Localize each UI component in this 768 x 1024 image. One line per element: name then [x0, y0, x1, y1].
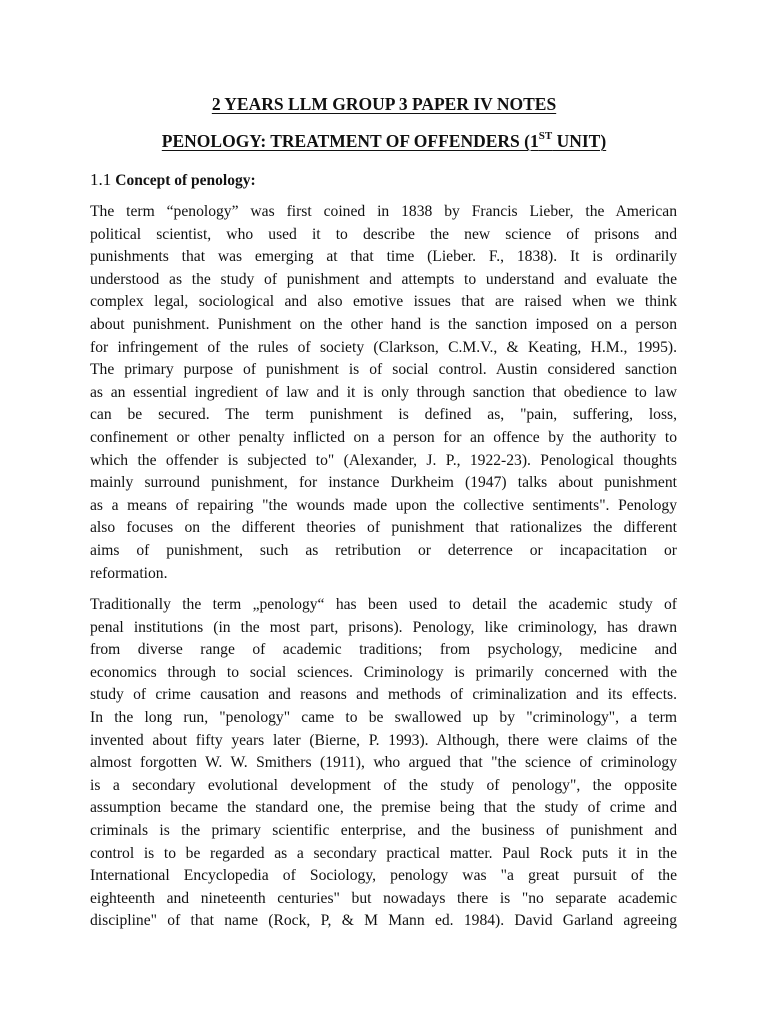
text-line: from diverse range of academic traditions; from psychology, medicine and — [90, 641, 677, 659]
text-line: as an essential ingredient of law and it is only through sanction that obedience to law — [90, 383, 677, 401]
text-line: also focuses on the different theories of punishment that rationalizes the different — [90, 519, 677, 537]
text-line: The term “penology” was first coined in 1838 by Francis Lieber, the American — [90, 203, 677, 220]
paragraph-2 — [90, 594, 677, 933]
text-line: In the long run, "penology" came to be swallowed up by "criminology", a term — [90, 708, 677, 726]
section-number: 1.1 — [90, 170, 112, 189]
text-line: mainly surround punishment, for instance Durkheim (1947) talks about punishment — [90, 474, 677, 492]
text-line: criminals is the primary scientific enterprise, and the business of punishment and — [90, 821, 677, 839]
text-line: International Encyclopedia of Sociology, penology was "a great pursuit of the — [90, 867, 677, 885]
text-line: invented about fifty years later (Bierne, P. 1993). Although, there were claims of the — [90, 731, 677, 749]
document-title: 2 YEARS LLM GROUP 3 PAPER IV NOTES — [211, 94, 557, 114]
text-line: is a secondary evolutional development of the study of penology", the opposite — [90, 776, 677, 794]
subtitle-superscript: ST — [538, 130, 553, 142]
text-line: study of crime causation and reasons and methods of criminalization and its effects. — [90, 686, 677, 704]
section-heading — [90, 170, 256, 190]
text-line: political scientist, who used it to describe the new science of prisons and — [90, 225, 677, 243]
text-line: aims of punishment, such as retribution or deterrence or incapacitation or — [90, 541, 677, 559]
text-line: for infringement of the rules of society (Clarkson, C.M.V., & Keating, H.M., 1995). — [90, 338, 677, 356]
subtitle-suffix: UNIT) — [552, 131, 607, 151]
document-subtitle — [0, 131, 768, 152]
text-line: discipline" of that name (Rock, P, & M Mann ed. 1984). David Garland agreeing — [90, 912, 677, 930]
text-line: eighteenth and nineteenth centuries" but nowadays there is "no separate academic — [90, 889, 677, 907]
paragraph-1 — [90, 201, 677, 585]
text-line: penal institutions (in the most part, prisons). Penology, like criminology, has drawn — [90, 618, 677, 636]
text-line: economics through to social sciences. Criminology is primarily concerned with the — [90, 663, 677, 681]
text-line: which the offender is subjected to" (Alexander, J. P., 1922-23). Penological thoughts — [90, 451, 677, 469]
text-line: assumption became the standard one, the premise being that the study of crime and — [90, 799, 677, 817]
subtitle-text: PENOLOGY: TREATMENT OF OFFENDERS (1 — [161, 131, 539, 151]
text-line: confinement or other penalty inflicted on a person for an offence by the authority to — [90, 428, 677, 446]
text-line: can be secured. The term punishment is defined as, "pain, suffering, loss, — [90, 406, 677, 424]
text-line: reformation. — [90, 564, 168, 582]
text-line: complex legal, sociological and also emotive issues that are raised when we think — [90, 293, 677, 311]
text-line: understood as the study of punishment and attempts to understand and evaluate the — [90, 270, 677, 288]
text-line: almost forgotten W. W. Smithers (1911), who argued that "the science of criminology — [90, 754, 677, 772]
text-line: control is to be regarded as a secondary practical matter. Paul Rock puts it in the — [90, 844, 677, 862]
text-line: about punishment. Punishment on the other hand is the sanction imposed on a person — [90, 315, 677, 333]
section-title: Concept of penology: — [115, 172, 256, 189]
text-line: The primary purpose of punishment is of social control. Austin considered sanction — [90, 361, 677, 379]
text-line: Traditionally the term „penology“ has been used to detail the academic study of — [90, 596, 677, 613]
text-line: as a means of repairing "the wounds made upon the collective sentiments". Penology — [90, 496, 677, 514]
text-line: punishments that was emerging at that time (Lieber. F., 1838). It is ordinarily — [90, 248, 677, 266]
